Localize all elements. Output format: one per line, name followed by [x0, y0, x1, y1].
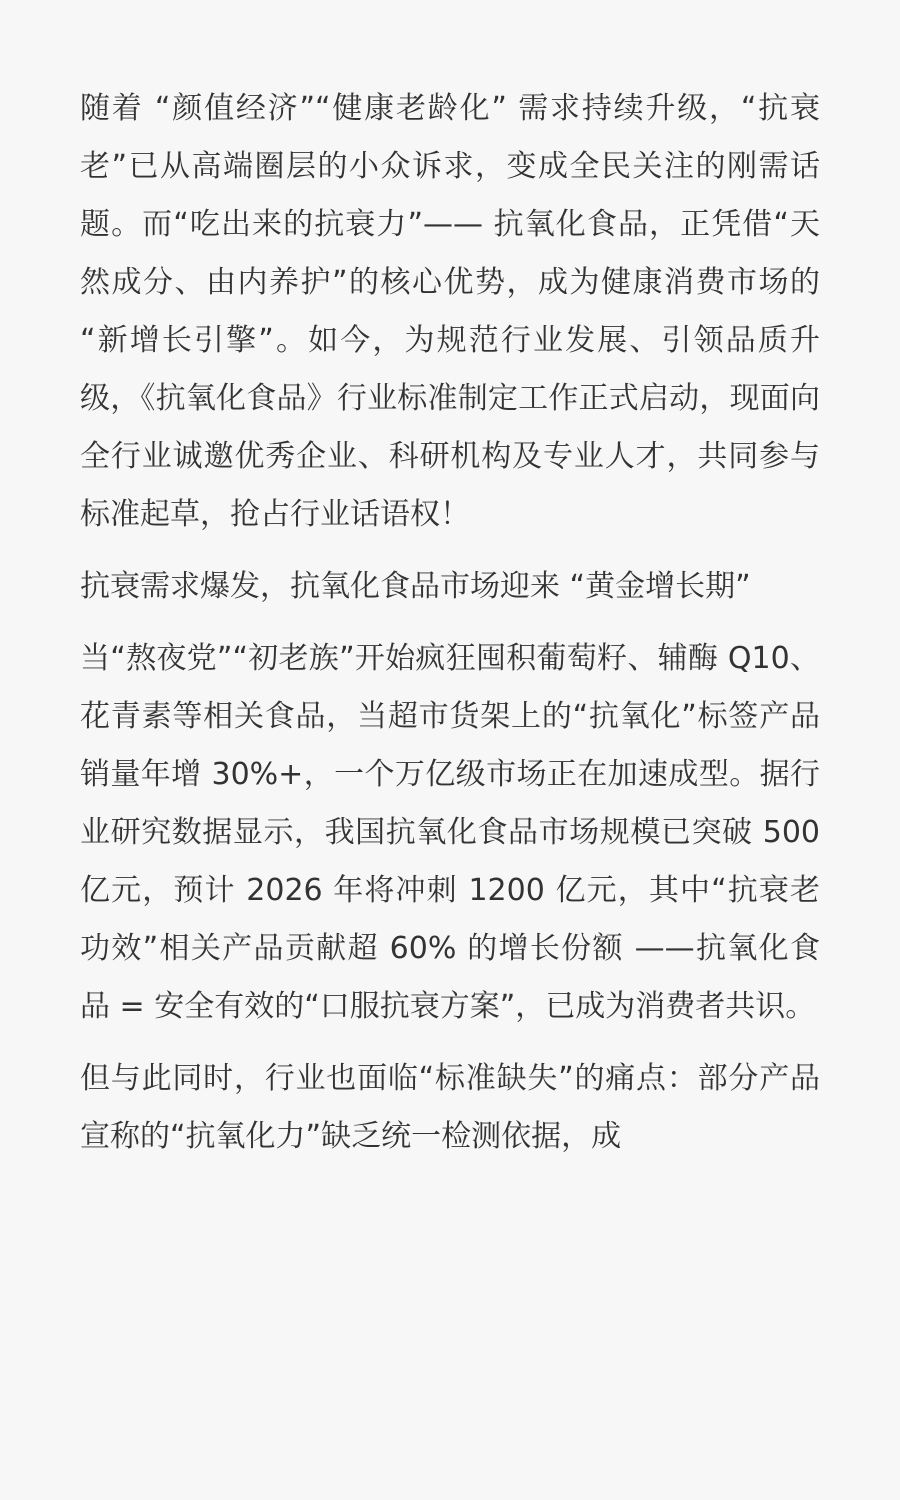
market-paragraph: 当“熬夜党”“初老族”开始疯狂囤积葡萄籽、辅酶 Q10、花青素等相关食品，当超市货架上的“抗氧化”标签产品销量年增 30%+，一个万亿级市场正在加速成型。据行业研究数据显示，我国抗氧化食品市场规模已突破 500 亿元，预计 2026 年将冲刺 1200 亿元，其中“抗衰老功效”相关产品贡献超 60% 的增长份额 ——抗氧化食品 = 安全有效的“口服抗衰方案”，已成为消费者共识。: [80, 641, 820, 1024]
article-body: [80, 80, 820, 1180]
intro-paragraph: 随着 “颜值经济”“健康老龄化” 需求持续升级，“抗衰老”已从高端圈层的小众诉求，变成全民关注的刚需话题。而“吃出来的抗衰力”—— 抗氧化食品，正凭借“天然成分、由内养护”的核心优势，成为健康消费市场的 “新增长引擎”。如今，为规范行业发展、引领品质升级，《抗氧化食品》行业标准制定工作正式启动，现面向全行业诚邀优秀企业、科研机构及专业人才，共同参与标准起草，抢占行业话语权！: [80, 91, 820, 532]
section-heading: 抗衰需求爆发，抗氧化食品市场迎来 “黄金增长期”: [80, 569, 751, 604]
pain-point-paragraph: 但与此同时，行业也面临“标准缺失”的痛点：部分产品宣称的“抗氧化力”缺乏统一检测依据，成: [80, 1061, 820, 1154]
